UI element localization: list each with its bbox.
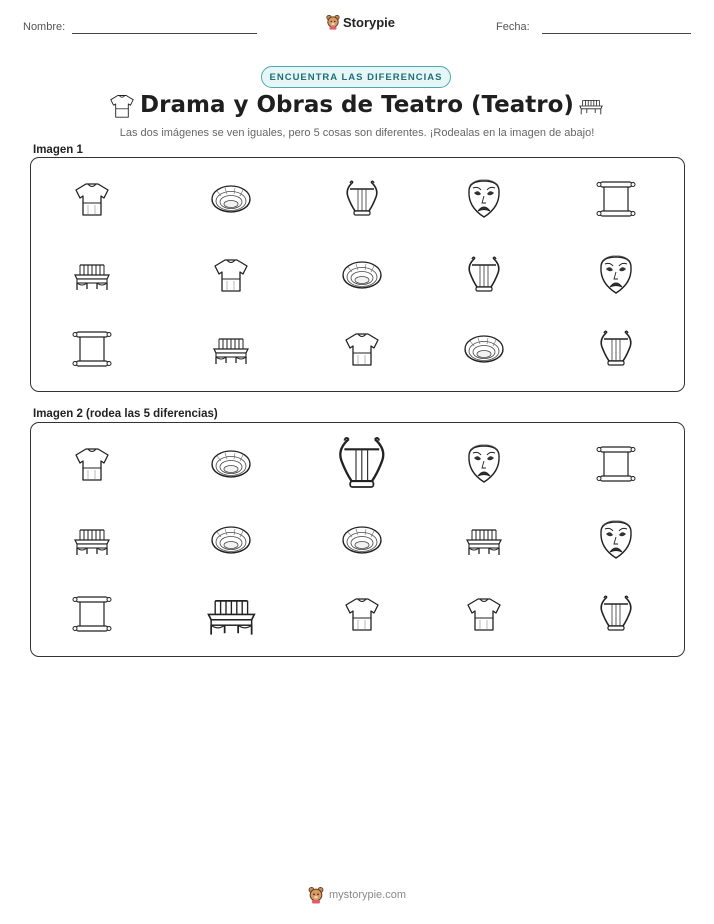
instructions: Las dos imágenes se ven iguales, pero 5 cosas son diferentes. ¡Rodealas en la imagen de abajo!: [119, 127, 595, 139]
bear-icon: [326, 14, 340, 30]
title-tunic-icon: [108, 90, 136, 127]
bench-icon: [207, 325, 255, 373]
image-1-label: Imagen 1: [33, 144, 83, 156]
amphitheater-icon: [460, 325, 508, 373]
brand-name: Storypie: [343, 14, 396, 30]
amphitheater-icon: [207, 175, 255, 223]
name-field[interactable]: [72, 33, 257, 34]
mask-icon: [592, 251, 640, 299]
tunic-icon[interactable]: [68, 440, 116, 488]
image-2-label: Imagen 2 (rodea las 5 diferencias): [33, 408, 218, 420]
amphitheater-icon[interactable]: [207, 516, 255, 564]
amphitheater-icon[interactable]: [338, 516, 386, 564]
scroll-icon: [68, 325, 116, 373]
mask-icon[interactable]: [460, 440, 508, 488]
bear-icon: [308, 886, 324, 904]
tunic-icon: [68, 175, 116, 223]
amphitheater-icon: [338, 251, 386, 299]
scroll-icon[interactable]: [68, 590, 116, 638]
lyre-icon: [460, 251, 508, 299]
scroll-icon: [592, 175, 640, 223]
scroll-icon[interactable]: [592, 440, 640, 488]
footer-url: mystorypie.com: [328, 889, 407, 901]
title-bench-icon: [575, 92, 607, 125]
tunic-icon[interactable]: [338, 590, 386, 638]
lyre-icon[interactable]: [327, 429, 397, 499]
mask-icon: [460, 175, 508, 223]
tunic-icon: [338, 325, 386, 373]
mask-icon[interactable]: [592, 516, 640, 564]
page-title: Drama y Obras de Teatro (Teatro): [140, 92, 574, 118]
date-field[interactable]: [542, 33, 691, 34]
name-label: Nombre:: [23, 21, 66, 33]
footer: [0, 886, 714, 904]
date-label: Fecha:: [496, 21, 530, 33]
tunic-icon: [207, 251, 255, 299]
amphitheater-icon[interactable]: [207, 440, 255, 488]
bench-icon[interactable]: [68, 516, 116, 564]
bench-icon: [68, 251, 116, 299]
activity-badge: ENCUENTRA LAS DIFERENCIAS: [261, 66, 451, 88]
bench-icon[interactable]: [199, 582, 264, 647]
lyre-icon: [338, 175, 386, 223]
bench-icon[interactable]: [460, 516, 508, 564]
lyre-icon[interactable]: [592, 590, 640, 638]
brand-logo: [326, 14, 395, 30]
lyre-icon: [592, 325, 640, 373]
tunic-icon[interactable]: [460, 590, 508, 638]
